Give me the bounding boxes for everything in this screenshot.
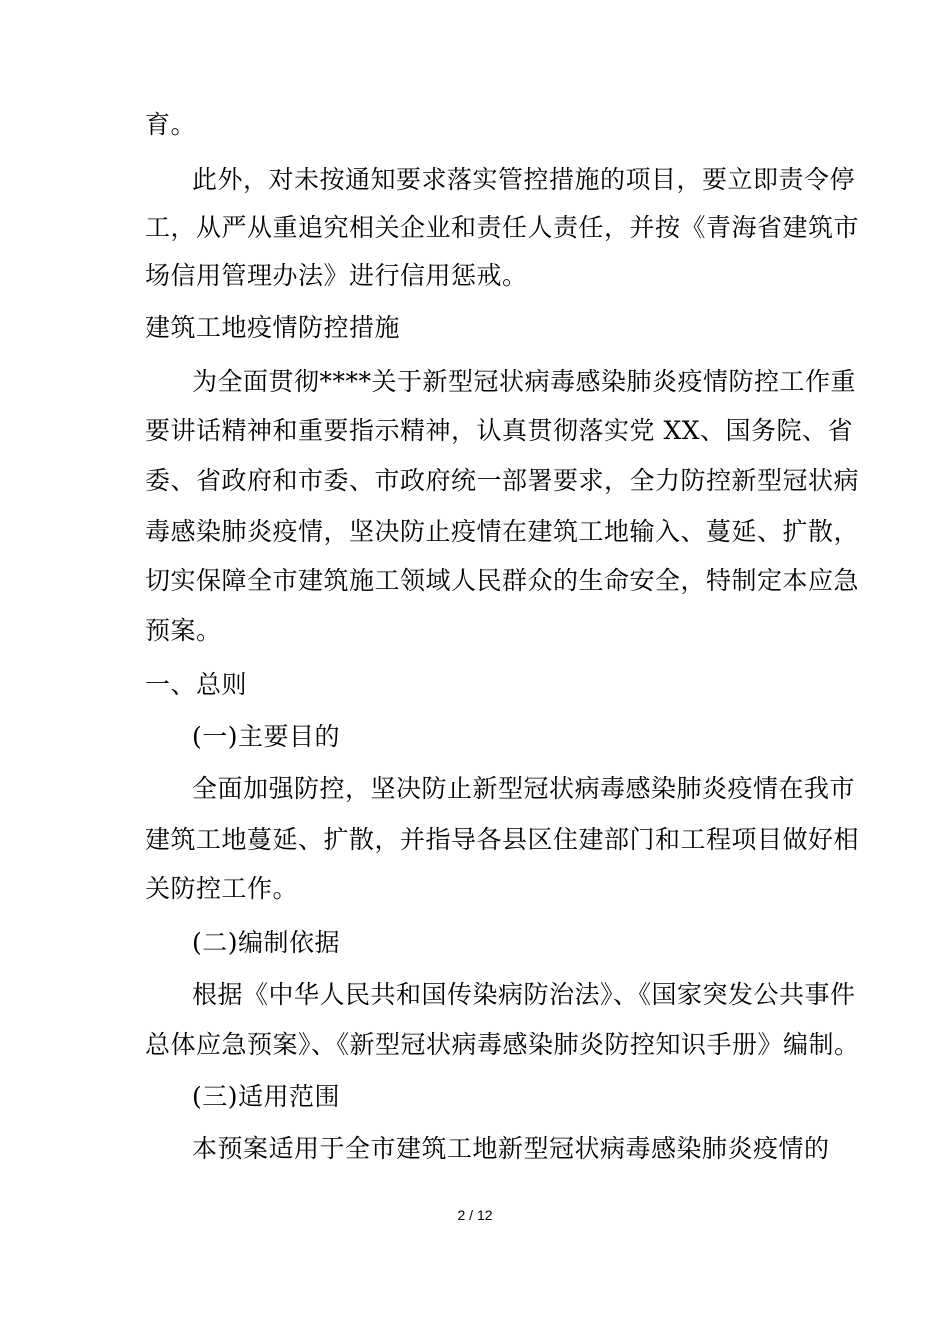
paragraph-line: 全面加强防控，坚决防止新型冠状病毒感染肺炎疫情在我市 <box>192 774 856 803</box>
paragraph-line: 毒感染肺炎疫情，坚决防止疫情在建筑工地输入、蔓延、扩散， <box>145 517 860 546</box>
paragraph-line: 关防控工作。 <box>145 874 299 903</box>
paragraph-line: 场信用管理办法》进行信用惩戒。 <box>145 261 528 290</box>
section-heading: 建筑工地疫情防控措施 <box>145 313 401 342</box>
paragraph-line: 工，从严从重追究相关企业和责任人责任，并按《青海省建筑市 <box>145 213 860 242</box>
subsection-heading: (一)主要目的 <box>192 722 341 751</box>
subsection-heading: (三)适用范围 <box>192 1082 341 1111</box>
paragraph-line: 切实保障全市建筑施工领域人民群众的生命安全，特制定本应急 <box>145 566 860 595</box>
chapter-heading: 一、总则 <box>145 670 248 699</box>
paragraph-line: 总体应急预案》、《新型冠状病毒感染肺炎防控知识手册》编制。 <box>145 1030 860 1059</box>
paragraph-line: 为全面贯彻****关于新型冠状病毒感染肺炎疫情防控工作重 <box>192 367 857 396</box>
paragraph-line: 此外，对未按通知要求落实管控措施的项目，要立即责令停 <box>192 165 856 194</box>
page-number: 2 / 12 <box>457 1207 493 1223</box>
paragraph-line: 本预案适用于全市建筑工地新型冠状病毒感染肺炎疫情的 <box>192 1134 830 1163</box>
paragraph-line: 委、省政府和市委、市政府统一部署要求，全力防控新型冠状病 <box>145 466 860 495</box>
paragraph-line: 建筑工地蔓延、扩散，并指导各县区住建部门和工程项目做好相 <box>145 825 860 854</box>
paragraph-line: 根据《中华人民共和国传染病防治法》、《国家突发公共事件 <box>192 980 856 1009</box>
paragraph-line: 育。 <box>145 110 197 139</box>
subsection-heading: (二)编制依据 <box>192 928 341 957</box>
paragraph-line: 预案。 <box>145 616 222 645</box>
paragraph-line: 要讲话精神和重要指示精神，认真贯彻落实党 XX、国务院、省 <box>145 416 854 445</box>
